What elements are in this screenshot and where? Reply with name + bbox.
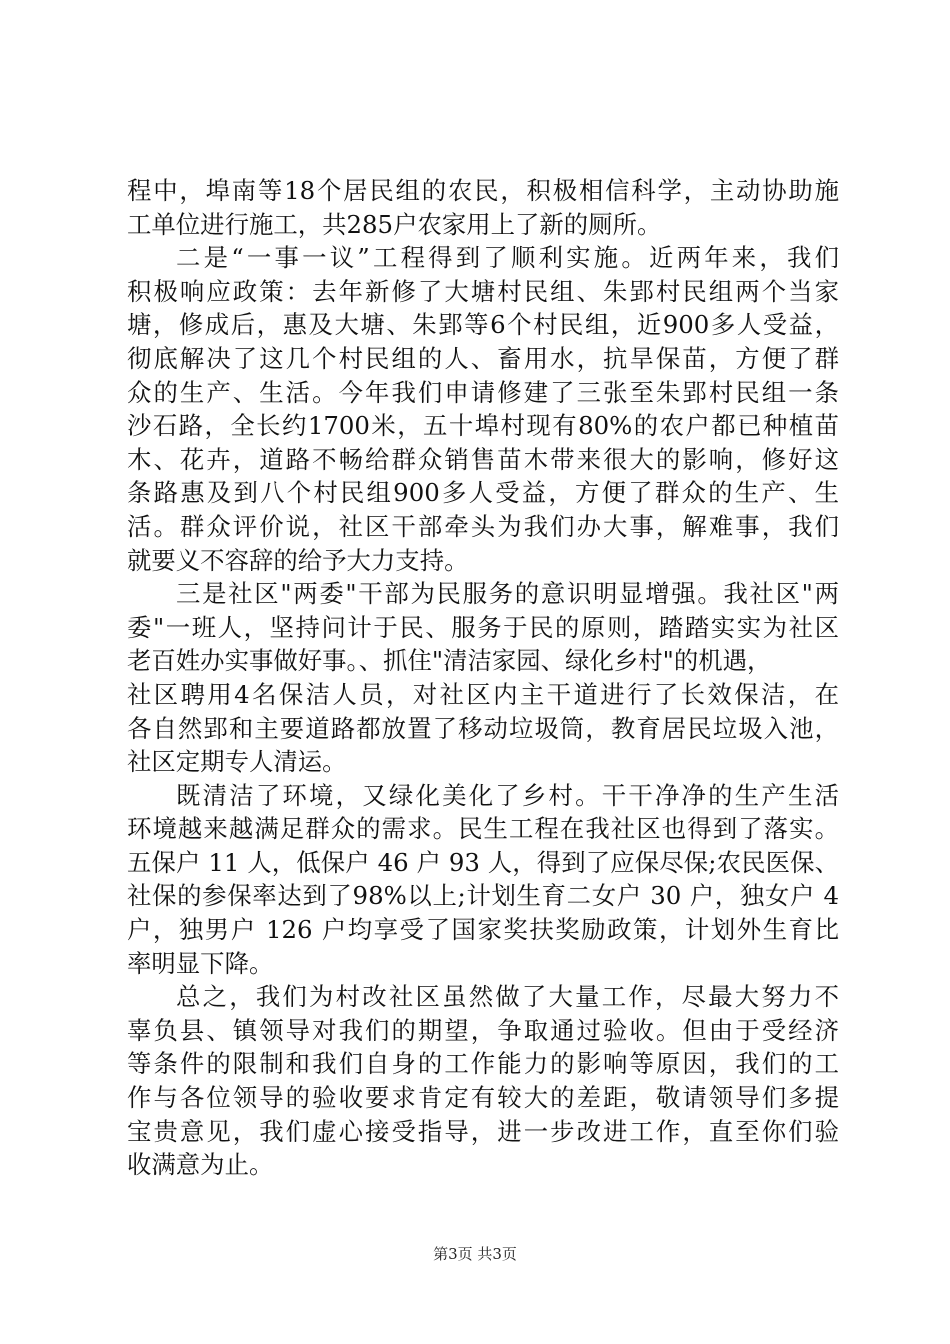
text-line: 社保的参保率达到了98%以上;计划生育二女户 30 户，独女户 4 [127,881,839,911]
text-line: 各自然郢和主要道路都放置了移动垃圾筒，教育居民垃圾入池， [127,713,839,743]
text-line: 等条件的限制和我们自身的工作能力的影响等原因，我们的工 [127,1049,839,1079]
text-line: 沙石路，全长约1700米，五十埠村现有80%的农户都已种植苗 [127,411,839,441]
text-line: 户，独男户 126 户均享受了国家奖扶奖励政策，计划外生育比 [127,915,839,945]
text-line: 委"一班人，坚持问计于民、服务于民的原则，踏踏实实为社区 [127,612,839,642]
text-line: 既清洁了环境，又绿化美化了乡村。干干净净的生产生活 [176,780,839,810]
text-line: 就要义不容辞的给予大力支持。 [127,545,469,575]
text-line: 众的生产、生活。今年我们申请修建了三张至朱郢村民组一条 [127,377,839,407]
text-line: 社区聘用4名保洁人员，对社区内主干道进行了长效保洁，在 [127,679,839,709]
text-line: 环境越来越满足群众的需求。民生工程在我社区也得到了落实。 [127,814,839,844]
text-line: 塘，修成后，惠及大塘、朱郢等6个村民组，近900多人受益， [127,310,839,340]
text-line: 活。群众评价说，社区干部牵头为我们办大事，解难事，我们 [127,511,839,541]
text-line: 五保户 11 人，低保户 46 户 93 人，得到了应保尽保;农民医保、 [127,847,839,877]
text-line: 彻底解决了这几个村民组的人、畜用水，抗旱保苗，方便了群 [127,343,839,373]
document-body [127,174,839,1182]
text-line: 积极响应政策：去年新修了大塘村民组、朱郢村民组两个当家 [127,276,839,306]
text-line: 收满意为止。 [127,1150,274,1180]
text-line: 宝贵意见，我们虚心接受指导，进一步改进工作，直至你们验 [127,1116,839,1146]
text-line: 总之，我们为村改社区虽然做了大量工作，尽最大努力不 [176,982,839,1012]
text-line: 工单位进行施工，共285户农家用上了新的厕所。 [127,209,662,239]
text-line: 程中，埠南等18个居民组的农民，积极相信科学，主动协助施 [127,176,839,205]
text-line: 木、花卉，道路不畅给群众销售苗木带来很大的影响，修好这 [127,444,839,474]
text-line: 条路惠及到八个村民组900多人受益，方便了群众的生产、生 [127,478,839,508]
text-line: 作与各位领导的验收要求肯定有较大的差距，敬请领导们多提 [127,1083,839,1113]
text-line: 辜负县、镇领导对我们的期望，争取通过验收。但由于受经济 [127,1015,839,1045]
text-line: 老百姓办实事做好事。、抓住"清洁家园、绿化乡村"的机遇， [127,646,772,676]
text-line: 率明显下降。 [127,948,274,978]
text-line: 三是社区"两委"干部为民服务的意识明显增强。我社区"两 [176,579,839,609]
page-footer: 第3页 共3页 [433,1245,517,1263]
text-line: 社区定期专人清运。 [127,747,347,777]
text-line: 二是“一事一议”工程得到了顺利实施。近两年来，我们 [176,243,839,273]
